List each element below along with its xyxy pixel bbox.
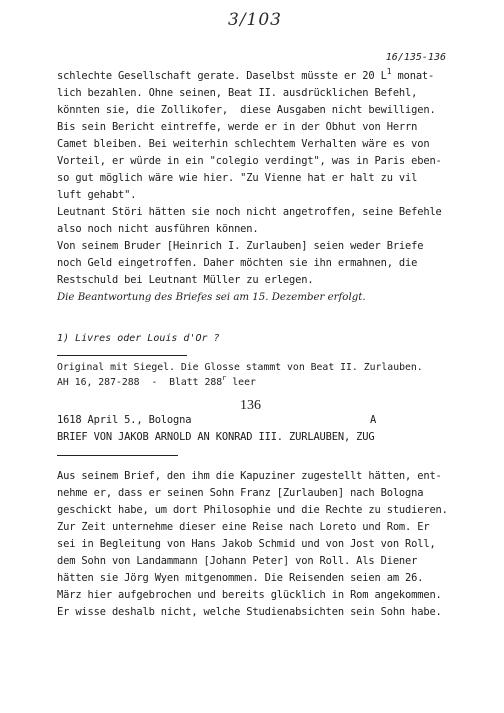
text-line: luft gehabt". — [57, 189, 137, 201]
body-line: Er wisse deshalb nicht, welche Studienabsichten sein Sohn habe. — [57, 606, 442, 618]
handwritten-page-number: 3/103 — [228, 10, 282, 30]
body-line: März hier aufgebrochen und bereits glücklich in Rom angekommen. — [57, 589, 442, 601]
text-line: schlechte Gesellschaft gerate. Daselbst müsste er 20 $L^1$ monat- — [57, 67, 435, 82]
page-reference: 16/135-136 — [385, 52, 446, 63]
divider — [57, 355, 187, 356]
separator-rule-bottom — [57, 455, 178, 456]
body-line: Aus seinem Brief, den ihm die Kapuziner zugestellt hätten, ent- — [57, 470, 442, 482]
date-place: 1618 April 5., Bologna — [57, 414, 192, 426]
footnote-block — [57, 330, 457, 347]
footnote-marker: 1 — [386, 67, 392, 76]
text-line: Leutnant Störi hätten sie noch nicht angetroffen, seine Befehle — [57, 206, 442, 218]
text-line: also noch nicht ausführen können. — [57, 223, 259, 235]
body-line: Zur Zeit unternehme dieser eine Reise nach Loreto und Rom. Er — [57, 521, 430, 533]
text-line: Vorteil, er würde in ein "colegio verdingt", was in Paris eben- — [57, 155, 442, 167]
text-line: so gut möglich wäre wie hier. "Zu Vienne hat er halt zu vil — [57, 172, 418, 184]
text-line: könnten sie, die Zollikofer, diese Ausgaben nicht bewilligen. — [57, 104, 436, 116]
footnote: 1) Livres oder Louis d'Or ? — [57, 333, 220, 344]
document-title: BRIEF VON JAKOB ARNOLD AN KONRAD III. ZURLAUBEN, ZUG — [57, 431, 375, 443]
divider — [57, 455, 178, 456]
document-header — [57, 412, 457, 446]
text-line: Bis sein Bericht eintreffe, werde er in der Obhut von Herrn — [57, 121, 418, 133]
header-marker: A — [370, 414, 377, 426]
text-line: Restschuld bei Leutnant Müller zu erlegen. — [57, 274, 314, 286]
body-line: hätten sie Jörg Wyen mitgenommen. Die Reisenden seien am 26. — [57, 572, 424, 584]
body-line: sei in Begleitung von Hans Jakob Schmid und von Jost von Roll, — [57, 538, 436, 550]
continued-text-block — [57, 68, 457, 306]
text-line: Camet bleiben. Bei weiterhin schlechtem Verhalten wäre es von — [57, 138, 430, 150]
body-line: nehme er, dass er seinen Sohn Franz [Zurlauben] nach Bologna — [57, 487, 424, 499]
header-line — [57, 412, 457, 429]
text-line: Von seinem Bruder [Heinrich I. Zurlauben] seien weder Briefe — [57, 240, 424, 252]
document-number: 136 — [240, 398, 261, 413]
text-line: noch Geld eingetroffen. Daher möchten sie ihn ermahnen, die — [57, 257, 418, 269]
body-line: dem Sohn von Landammann [Johann Peter] von Roll. Als Diener — [57, 555, 418, 567]
body-line: geschickt habe, um dort Philosophie und die Rechte zu studieren. — [57, 504, 448, 516]
source-note-block — [57, 360, 457, 390]
separator-rule-top — [57, 355, 187, 356]
text-line: lich bezahlen. Ohne seinen, Beat II. ausdrücklichen Befehl, — [57, 87, 418, 99]
handwritten-note: Die Beantwortung des Briefes sei am 15. Dezember erfolgt. — [57, 292, 366, 303]
source-note-line: Original mit Siegel. Die Glosse stammt von Beat II. Zurlauben. — [57, 362, 423, 373]
source-note-line: AH 16, 287-288 - Blatt 288$^r$ leer — [57, 374, 256, 388]
body-text-block — [57, 468, 457, 621]
